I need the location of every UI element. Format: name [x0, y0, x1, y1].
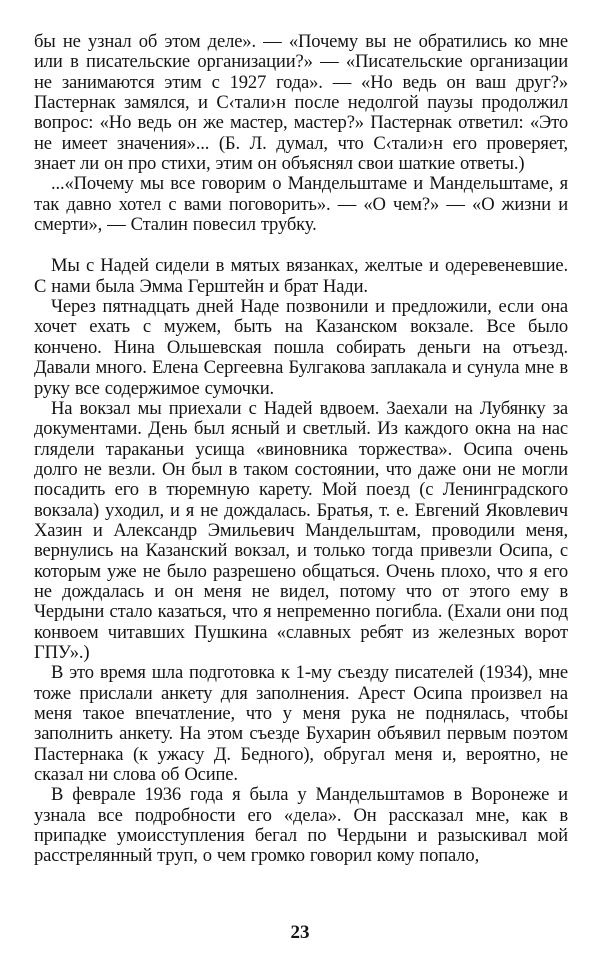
paragraph-voronezh: В феврале 1936 года я была у Мандельштамов в Воронеже и узнала все подробности его «дела». Он рассказал мне, как в припадке умоисступления бегал по Чердыни и разыскивал мой расстрелянный труп, о чем громко говорил кому попало,	[34, 784, 568, 867]
page-text-block	[34, 32, 568, 867]
paragraph-stalin-call: бы не узнал об этом деле». — «Почему вы не обратились ко мне или в писательские организации?» — «Писательские организации не занимаются этим с 1927 года». — «Но ведь он ваш друг?» Пастернак замялся, и С‹тали›н после недолгой паузы продолжил вопрос: «Но ведь он же мастер, мастер?» Пастернак ответил: «Это не имеет значения»... (Б. Л. думал, что С‹тали›н его проверяет, знает ли он про стихи, этим он объяснял свои шаткие ответы.)	[34, 31, 568, 175]
paragraph-sitting-with-nadya: Мы с Надей сидели в мятых вязанках, желтые и одеревеневшие. С нами была Эмма Герштейн и брат Нади.	[34, 255, 568, 297]
paragraph-station: На вокзал мы приехали с Надей вдвоем. Заехали на Лубянку за документами. День был ясный и светлый. Из каждого окна на нас глядели тараканьи усища «виновника торжества». Осипа очень долго не везли. Он был в таком состоянии, что даже они не могли посадить его в тюремную карету. Мой поезд (с Ленинградского вокзала) уходил, и я не дождалась. Братья, т. е. Евгений Яковлевич Хазин и Александр Эмильевич Мандельштам, проводили меня, вернулись на Казанский вокзал, и только тогда привезли Осипа, с которым уже не было разрешено общаться. Очень плохо, что я его не дождалась и он меня не видел, потому что от этого ему в Чердыни стало казаться, что я непременно погибла. (Ехали они под конвоем читавших Пушкина «славных ребят из железных ворот ГПУ».)	[34, 397, 568, 663]
paragraph-fifteen-days: Через пятнадцать дней Наде позвонили и предложили, если она хочет ехать с мужем, быть на Казанском вокзале. Все было кончено. Нина Ольшевская пошла собирать деньги на отъезд. Давали много. Елена Сергеевна Булгакова заплакала и сунула мне в руку все содержимое сумочки.	[34, 296, 568, 399]
paragraph-mandelstam-conversation: ...«Почему мы все говорим о Мандельштаме и Мандельштаме, я так давно хотел с вами поговорить». — «О чем?» — «О жизни и смерти», — Сталин повесил трубку.	[34, 173, 568, 236]
paragraph-writers-congress: В это время шла подготовка к 1-му съезду писателей (1934), мне тоже прислали анкету для заполнения. Арест Осипа произвел на меня такое впечатление, что у меня рука не поднялась, чтобы заполнить анкету. На этом съезде Бухарин объявил первым поэтом Пастернака (к ужасу Д. Бедного), обругал меня и, вероятно, не сказал ни слова об Осипе.	[34, 662, 568, 786]
section-break	[34, 235, 568, 256]
page-number: 23	[290, 922, 310, 943]
